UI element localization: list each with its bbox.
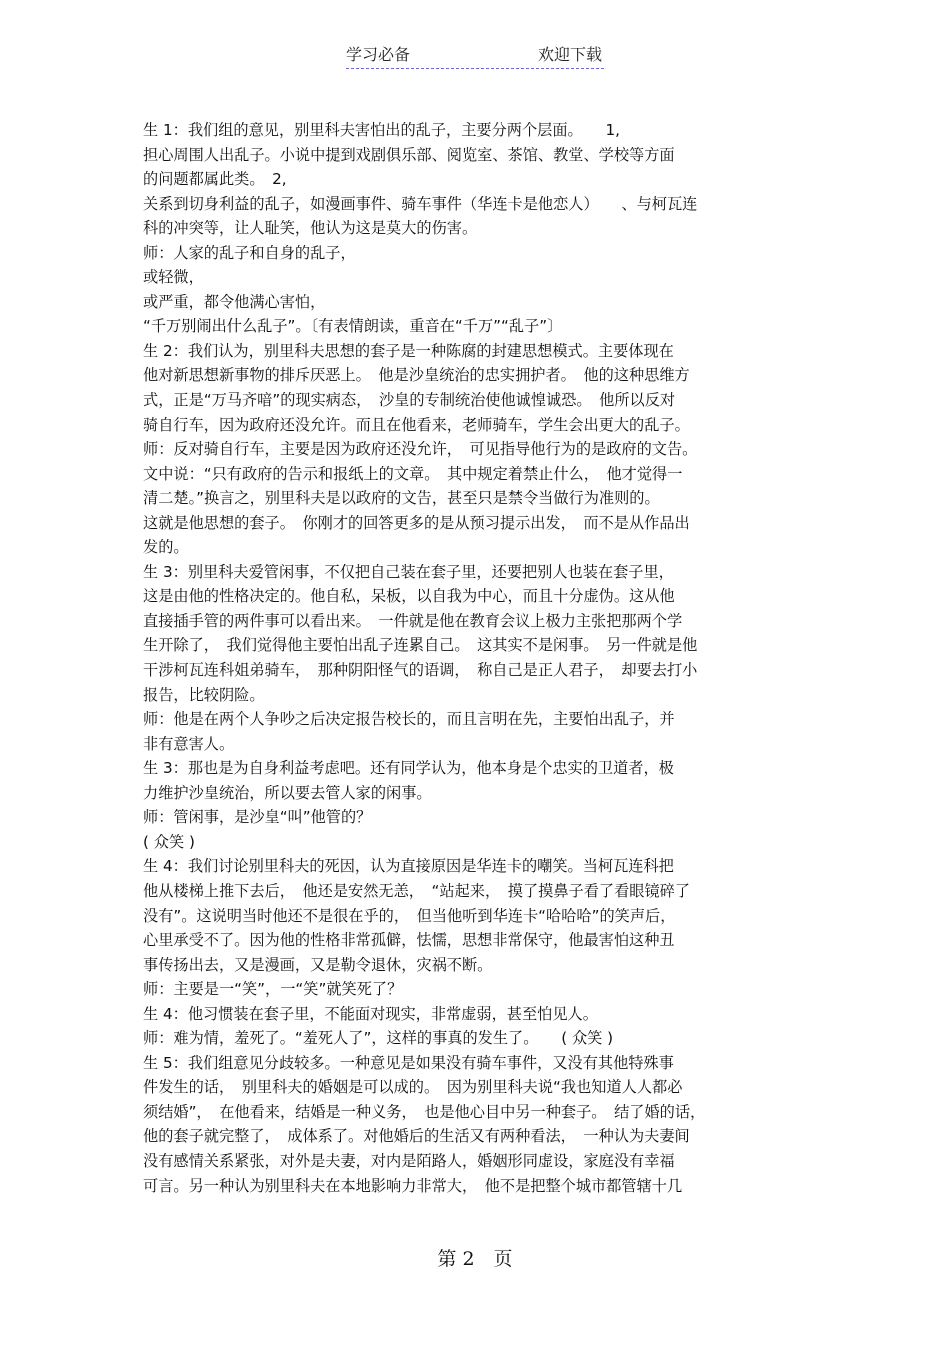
text-line: 事传扬出去，又是漫画，又是勒令退休，灾祸不断。 (143, 955, 493, 974)
text-line: 这是由他的性格决定的。他自私，呆板，以自我为中心，而且十分虚伪。这从他 (143, 587, 675, 606)
text-line: 的问题都属此类。 2, (143, 170, 287, 189)
text-line: 师：反对骑自行车，主要是因为政府还没允许， 可见指导他行为的是政府的文告。 (143, 440, 698, 459)
text-line: 没有感情关系紧张，对外是夫妻，对内是陌路人，婚姻形同虚设，家庭没有幸福 (143, 1151, 675, 1170)
text-line: 或轻微， (143, 268, 204, 287)
text-line: 心里承受不了。因为他的性格非常孤僻，怯懦，思想非常保守，他最害怕这种丑 (143, 931, 675, 950)
page-number: 第 2 页 (437, 1248, 513, 1270)
text-line: 须结婚”， 在他看来，结婚是一种义务， 也是他心目中另一种套子。 结了婚的话， (143, 1102, 706, 1121)
text-line: 关系到切身利益的乱子，如漫画事件、骑车事件（华连卡是他恋人） 、与柯瓦连 (143, 194, 698, 213)
text-line: 他对新思想新事物的排斥厌恶上。 他是沙皇统治的忠实拥护者。 他的这种思维方 (143, 366, 690, 385)
text-line: 或严重，都令他满心害怕， (143, 292, 326, 311)
text-line: 生 1：我们组的意见，别里科夫害怕出的乱子，主要分两个层面。 1, (143, 121, 621, 139)
text-line: 师：人家的乱子和自身的乱子， (143, 243, 356, 262)
text-line: 报告，比较阴险。 (143, 685, 265, 704)
header-right-text: 欢迎下载 (537, 45, 602, 64)
text-line: 师：他是在两个人争吵之后决定报告校长的，而且言明在先，主要怕出乱子，并 (143, 710, 675, 729)
text-line: 师：主要是一“笑”，一“笑”就笑死了？ (143, 980, 403, 999)
text-line: “千万别闹出什么乱子”。〔有表情朗读，重音在“千万”“乱子”〕 (143, 317, 563, 336)
text-line: 师：管闲事，是沙皇“叫”他管的？ (143, 808, 372, 827)
text-line: 生 4：他习惯装在套子里，不能面对现实，非常虚弱，甚至怕见人。 (143, 1004, 598, 1023)
text-line: 他从楼梯上推下去后， 他还是安然无恙， “站起来， 摸了摸鼻子看了看眼镜碎了 (143, 881, 691, 900)
text-line: 非有意害人。 (143, 734, 235, 753)
text-line: 件发生的话， 别里科夫的婚姻是可以成的。 因为别里科夫说“我也知道人人都必 (143, 1078, 683, 1097)
header-left-text: 学习必备 (346, 45, 411, 64)
text-line: 生开除了， 我们觉得他主要怕出乱子连累自己。 这其实不是闲事。 另一件就是他 (143, 636, 698, 655)
text-line: 担心周围人出乱子。小说中提到戏剧俱乐部、阅览室、茶馆、教堂、学校等方面 (143, 145, 675, 164)
text-line: 生 2：我们认为，别里科夫思想的套子是一种陈腐的封建思想模式。主要体现在 (143, 341, 674, 360)
text-line: 式，正是“万马齐喑”的现实病态， 沙皇的专制统治使他诚惶诚恐。 他所以反对 (143, 391, 676, 410)
text-line: 没有”。这说明当时他还不是很在乎的， 但当他听到华连卡“哈哈哈”的笑声后， (143, 906, 676, 925)
text-line: 师：难为情，羞死了。“羞死人了”，这样的事真的发生了。 ( 众笑 ) (143, 1029, 614, 1048)
text-line: 文中说：“只有政府的告示和报纸上的文章。 其中规定着禁止什么， 他才觉得一 (143, 464, 683, 483)
text-line: 他的套子就完整了， 成体系了。对他婚后的生活又有两种看法， 一种认为夫妻间 (143, 1127, 690, 1146)
text-line: 这就是他思想的套子。 你刚才的回答更多的是从预习提示出发， 而不是从作品出 (143, 513, 690, 532)
text-line: 生 4：我们讨论别里科夫的死因，认为直接原因是华连卡的嘲笑。当柯瓦连科把 (143, 857, 674, 876)
text-line: 科的冲突等，让人耻笑，他认为这是莫大的伤害。 (143, 219, 478, 238)
text-line: 发的。 (143, 538, 189, 557)
text-line: 生 3：那也是为自身利益考虑吧。还有同学认为，他本身是个忠实的卫道者，极 (143, 759, 674, 778)
text-line: 可言。另一种认为别里科夫在本地影响力非常大， 他不是把整个城市都管辖十几 (143, 1176, 683, 1195)
text-line: 直接插手管的两件事可以看出来。 一件就是他在教育会议上极力主张把那两个学 (143, 611, 683, 630)
text-line: ( 众笑 ) (143, 832, 195, 851)
page-header (346, 42, 604, 69)
text-line: 骑自行车，因为政府还没允许。而且在他看来，老师骑车，学生会出更大的乱子。 (143, 415, 690, 434)
text-line: 干涉柯瓦连科姐弟骑车， 那种阴阳怪气的语调， 称自己是正人君子， 却要去打小 (143, 661, 698, 680)
body-text (143, 118, 808, 1198)
text-line: 力维护沙皇统治，所以要去管人家的闲事。 (143, 783, 432, 802)
text-line: 生 5：我们组意见分歧较多。一种意见是如果没有骑车事件，又没有其他特殊事 (143, 1053, 674, 1072)
text-line: 生 3：别里科夫爱管闲事，不仅把自己装在套子里，还要把别人也装在套子里， (143, 562, 674, 581)
text-line: 清二楚。”换言之，别里科夫是以政府的文告，甚至只是禁令当做行为准则的。 (143, 489, 660, 508)
